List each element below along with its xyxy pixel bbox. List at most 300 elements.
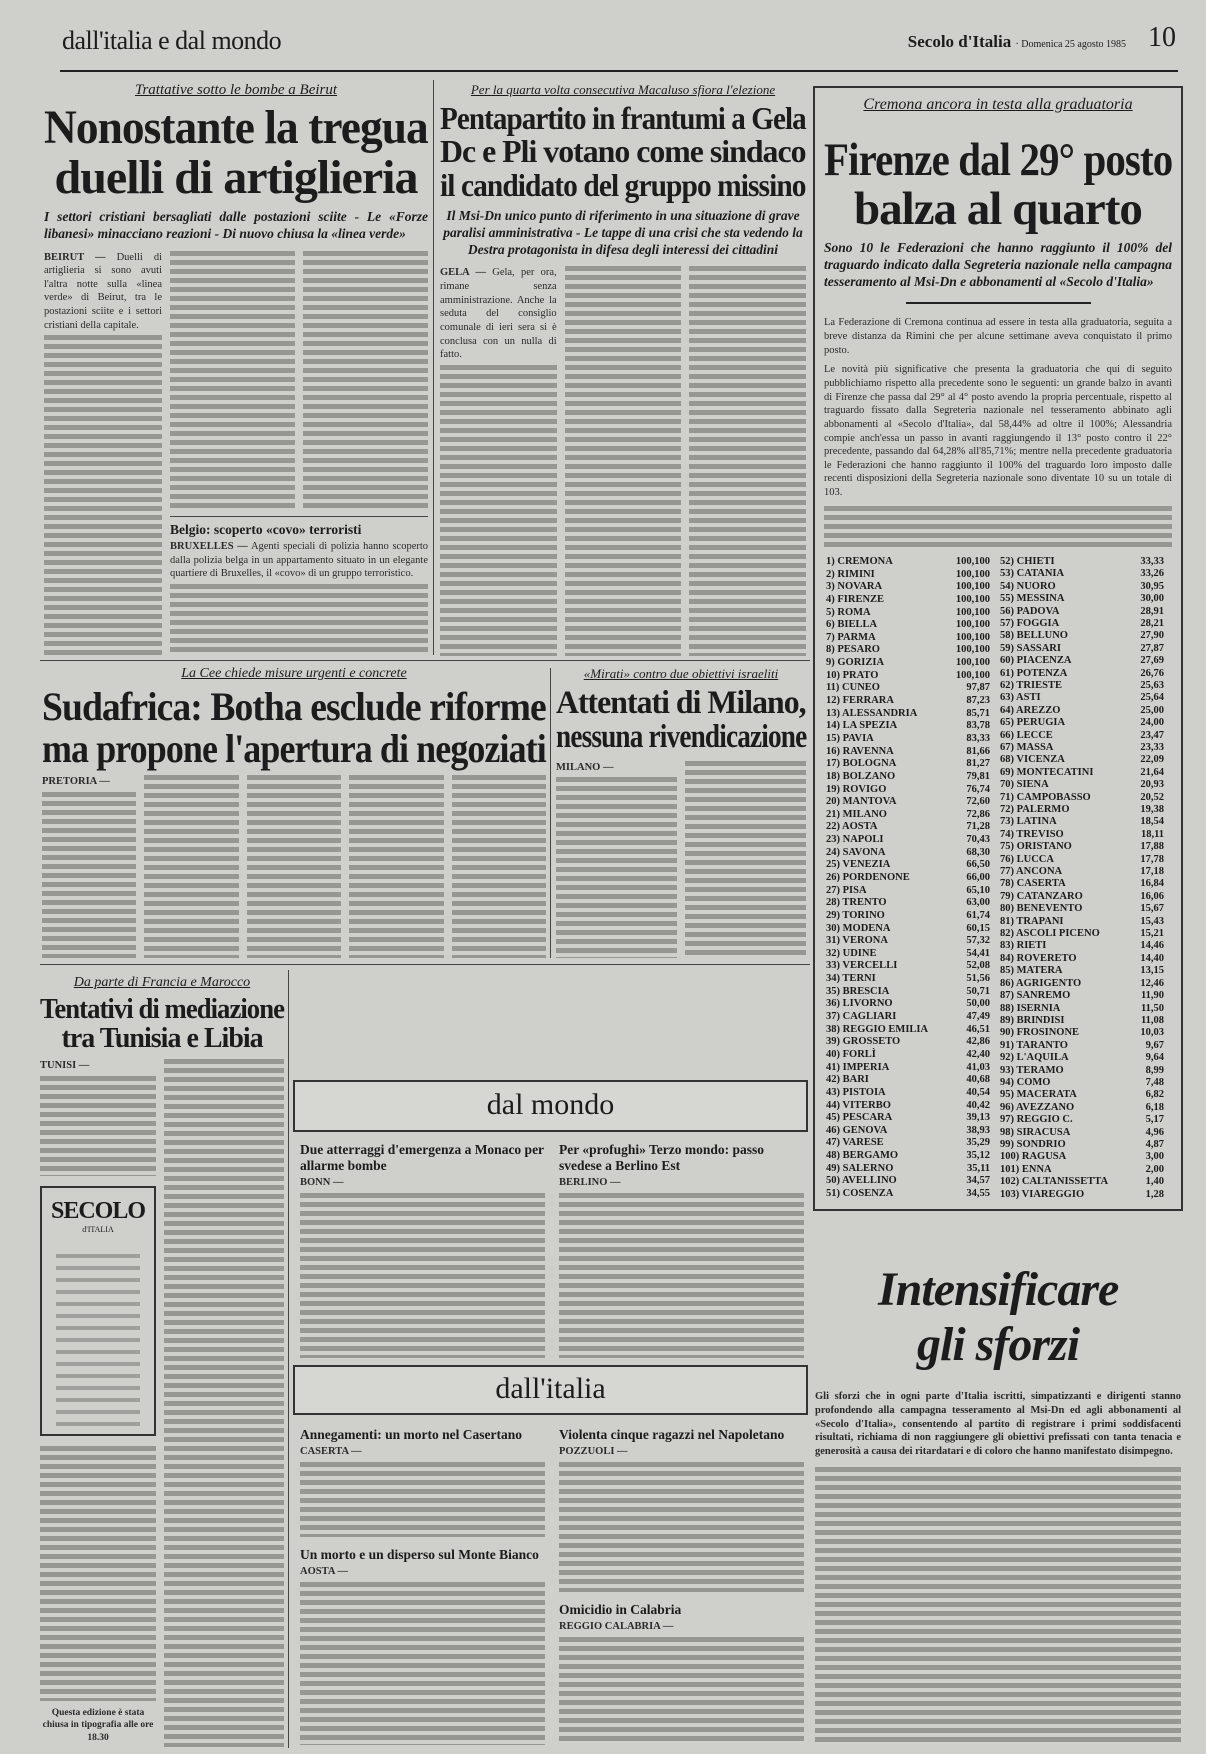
federation-percentage: 97,87 bbox=[966, 682, 990, 694]
federation-name: 93) TERAMO bbox=[1000, 1064, 1064, 1076]
federation-percentage: 7,48 bbox=[1145, 1076, 1164, 1088]
ranking-row bbox=[998, 990, 1172, 1002]
federation-percentage: 1,40 bbox=[1145, 1176, 1164, 1188]
beirut-lead bbox=[44, 251, 162, 333]
federation-percentage: 25,64 bbox=[1140, 692, 1164, 704]
ranking-row bbox=[824, 1049, 998, 1062]
milano-body-text bbox=[685, 761, 806, 958]
federation-name: 15) PAVIA bbox=[826, 732, 874, 744]
ranking-row bbox=[824, 986, 998, 999]
ranking-row bbox=[998, 854, 1172, 866]
federation-percentage: 16,06 bbox=[1140, 890, 1164, 902]
federation-name: 50) AVELLINO bbox=[826, 1175, 897, 1187]
federation-name: 60) PIACENZA bbox=[1000, 655, 1072, 667]
federation-percentage: 70,43 bbox=[966, 834, 990, 846]
federation-name: 90) FROSINONE bbox=[1000, 1027, 1080, 1039]
dateline: BERLINO — bbox=[559, 1177, 621, 1189]
federation-name: 66) LECCE bbox=[1000, 729, 1053, 741]
federation-percentage: 6,82 bbox=[1145, 1089, 1164, 1101]
ranking-row bbox=[998, 630, 1172, 642]
federation-name: 79) CATANZARO bbox=[1000, 890, 1083, 902]
ranking-row bbox=[824, 809, 998, 822]
ranking-row bbox=[998, 1065, 1172, 1077]
federation-percentage: 65,10 bbox=[966, 884, 990, 896]
ranking-row bbox=[824, 960, 998, 973]
headline-line: Tentativi di mediazione bbox=[40, 994, 284, 1025]
milano-dateline bbox=[556, 761, 677, 775]
story-headline: Violenta cinque ragazzi nel Napoletano bbox=[559, 1427, 785, 1442]
federation-name: 80) BENEVENTO bbox=[1000, 903, 1083, 915]
ranking-row bbox=[998, 1139, 1172, 1151]
federation-name: 9) GORIZIA bbox=[826, 657, 885, 669]
ranking-row bbox=[998, 816, 1172, 828]
federation-percentage: 83,78 bbox=[966, 720, 990, 732]
dateline: BEIRUT — bbox=[44, 251, 106, 263]
ranking-table bbox=[824, 556, 1172, 1201]
ranking-row bbox=[824, 670, 998, 683]
federation-name: 86) AGRIGENTO bbox=[1000, 977, 1082, 989]
federation-name: 99) SONDRIO bbox=[1000, 1138, 1066, 1150]
lead-text: Gela, per ora, rimane senza amministrazione. Anche la seduta del consiglio comunale di ieri sera si è conclusa con un nulla di fatto. bbox=[440, 267, 557, 361]
federation-percentage: 100,100 bbox=[955, 593, 990, 605]
federation-name: 30) MODENA bbox=[826, 922, 891, 934]
federation-name: 39) GROSSETO bbox=[826, 1036, 901, 1048]
federation-percentage: 50,71 bbox=[966, 985, 990, 997]
federation-percentage: 23,33 bbox=[1140, 741, 1164, 753]
ranking-row bbox=[998, 730, 1172, 742]
federation-percentage: 34,55 bbox=[966, 1188, 990, 1200]
federation-percentage: 15,67 bbox=[1140, 903, 1164, 915]
gela-subhead: Il Msi-Dn unico punto di riferimento in una situazione di grave paralisi amministrativa - Le tappe di una crisi che sta vedendo la Destra protagonista in difesa degli interessi dei cittadini bbox=[443, 207, 803, 257]
intensificare-body-text bbox=[815, 1467, 1181, 1744]
paper-name-date bbox=[908, 32, 1126, 52]
story-headline: Omicidio in Calabria bbox=[559, 1601, 682, 1617]
dateline: AOSTA — bbox=[300, 1566, 348, 1578]
cremona-paragraph: La Federazione di Cremona continua ad essere in testa alla graduatoria, seguita a breve distanza da Rimini che per alcune settimane aveva conquistato il primo posto. bbox=[824, 317, 1172, 356]
federation-percentage: 22,09 bbox=[1140, 754, 1164, 766]
federation-percentage: 50,00 bbox=[966, 998, 990, 1010]
federation-name: 26) PORDENONE bbox=[826, 872, 910, 883]
federation-percentage: 30,95 bbox=[1140, 580, 1164, 592]
federation-name: 76) LUCCA bbox=[1000, 853, 1054, 865]
ranking-row bbox=[998, 878, 1172, 890]
tunisia-headline bbox=[40, 995, 284, 1053]
federation-name: 27) PISA bbox=[826, 884, 867, 896]
ranking-row bbox=[998, 1003, 1172, 1015]
federation-name: 17) BOLOGNA bbox=[826, 758, 897, 770]
ranking-row bbox=[824, 758, 998, 771]
federation-percentage: 24,00 bbox=[1140, 717, 1164, 729]
headline-line: ma propone l'apertura di negoziati bbox=[42, 725, 546, 771]
federation-percentage: 66,00 bbox=[966, 872, 990, 883]
headline-line: Intensificare bbox=[878, 1263, 1119, 1316]
sudafrica-body-text bbox=[247, 775, 341, 958]
ranking-row bbox=[998, 940, 1172, 952]
ranking-row bbox=[998, 1151, 1172, 1163]
lead-text: Duelli di artiglieria si sono avuti l'altra notte sulla «linea verde» di Beirut, tra le postazioni sciite e i settori cristiani della capitale. bbox=[44, 251, 162, 331]
ranking-row bbox=[998, 1089, 1172, 1101]
federation-percentage: 81,27 bbox=[966, 758, 990, 770]
federation-name: 47) VARESE bbox=[826, 1137, 884, 1149]
federation-percentage: 85,71 bbox=[966, 707, 990, 719]
gela-lead bbox=[440, 266, 557, 361]
federation-percentage: 81,66 bbox=[966, 745, 990, 757]
belgio-headline: Belgio: scoperto «covo» terroristi bbox=[170, 521, 362, 537]
ranking-row bbox=[998, 891, 1172, 903]
ranking-row bbox=[998, 680, 1172, 692]
headline-line: Sudafrica: Botha esclude riforme bbox=[42, 684, 546, 729]
federation-name: 13) ALESSANDRIA bbox=[826, 707, 918, 719]
federation-percentage: 100,100 bbox=[955, 568, 990, 580]
federation-percentage: 23,47 bbox=[1140, 729, 1164, 741]
story-body-text bbox=[559, 1637, 804, 1745]
federation-name: 24) SAVONA bbox=[826, 846, 886, 858]
ranking-row bbox=[824, 973, 998, 986]
tunisia-article bbox=[40, 975, 284, 1747]
ranking-row bbox=[824, 1112, 998, 1125]
dateline: PRETORIA — bbox=[42, 776, 110, 788]
federation-name: 65) PERUGIA bbox=[1000, 717, 1066, 729]
federation-percentage: 16,84 bbox=[1140, 878, 1164, 890]
row-divider bbox=[40, 964, 810, 965]
belgio-box bbox=[170, 516, 428, 656]
federation-name: 8) PESARO bbox=[826, 644, 880, 656]
federation-name: 25) VENEZIA bbox=[826, 859, 891, 871]
federation-name: 42) BARI bbox=[826, 1074, 869, 1086]
gela-kicker: Per la quarta volta consecutiva Macaluso sfiora l'elezione bbox=[470, 82, 776, 97]
tunisia-dateline bbox=[40, 1059, 156, 1073]
sudafrica-body-text bbox=[144, 775, 238, 958]
story-dateline bbox=[559, 1445, 804, 1459]
federation-percentage: 34,57 bbox=[966, 1175, 990, 1187]
dall-italia-section bbox=[293, 1365, 808, 1745]
federation-name: 61) POTENZA bbox=[1000, 667, 1068, 679]
ranking-row bbox=[824, 796, 998, 809]
intensificare-lead: Gli sforzi che in ogni parte d'Italia iscritti, simpatizzanti e dirigenti stanno profondendo alla campagna tesseramento al Msi-Dn ed agli abbonamenti al «Secolo d'Italia», consentendo al partito di registrare i primi soddisfacenti risultati, richiama di non raggiungere gli obiettivi prefissati con tanta tenacia e generosità a causa dei ritardatari e di coloro che hanno manifestato disimpegno. bbox=[815, 1391, 1181, 1457]
federation-percentage: 25,00 bbox=[1140, 704, 1164, 716]
federation-name: 59) SASSARI bbox=[1000, 642, 1061, 654]
cremona-box bbox=[813, 86, 1183, 1211]
federation-name: 72) PALERMO bbox=[1000, 804, 1070, 815]
beirut-body-text bbox=[303, 251, 428, 510]
story-body-text bbox=[300, 1193, 545, 1358]
federation-name: 14) LA SPEZIA bbox=[826, 720, 898, 732]
belgio-lead bbox=[170, 540, 428, 581]
milano-article bbox=[556, 666, 806, 958]
federation-name: 6) BIELLA bbox=[826, 619, 878, 631]
federation-percentage: 47,49 bbox=[966, 1011, 990, 1023]
headline-line: tra Tunisia e Libia bbox=[61, 1023, 263, 1055]
federation-percentage: 42,40 bbox=[966, 1048, 990, 1060]
gela-body-text bbox=[565, 266, 682, 656]
ranking-row bbox=[998, 1176, 1172, 1188]
ranking-row bbox=[998, 916, 1172, 928]
federation-percentage: 66,50 bbox=[966, 859, 990, 871]
ranking-row bbox=[998, 754, 1172, 766]
federation-percentage: 11,90 bbox=[1140, 990, 1164, 1002]
section-header-dall-italia: dall'italia bbox=[293, 1365, 808, 1415]
federation-percentage: 26,76 bbox=[1140, 667, 1164, 679]
federation-percentage: 15,43 bbox=[1140, 915, 1164, 927]
separator bbox=[906, 302, 1091, 304]
gela-body-text bbox=[689, 266, 806, 656]
federation-name: 78) CASERTA bbox=[1000, 878, 1066, 890]
federation-percentage: 25,63 bbox=[1140, 679, 1164, 691]
tunisia-body-text bbox=[40, 1446, 156, 1701]
federation-percentage: 14,46 bbox=[1140, 940, 1164, 952]
ranking-row bbox=[824, 619, 998, 632]
ranking-row bbox=[998, 829, 1172, 841]
federation-percentage: 35,29 bbox=[966, 1137, 990, 1149]
federation-percentage: 30,00 bbox=[1140, 593, 1164, 605]
dateline: MILANO — bbox=[556, 761, 614, 773]
dateline: BONN — bbox=[300, 1177, 344, 1189]
ranking-row bbox=[998, 556, 1172, 568]
story-headline: Un morto e un disperso sul Monte Bianco bbox=[300, 1546, 539, 1562]
ranking-row bbox=[824, 847, 998, 860]
story-dateline bbox=[300, 1565, 545, 1579]
ranking-row bbox=[998, 1189, 1172, 1201]
ranking-row bbox=[998, 1040, 1172, 1052]
federation-name: 81) TRAPANI bbox=[1000, 915, 1064, 927]
federation-name: 89) BRINDISI bbox=[1000, 1014, 1065, 1026]
ranking-row bbox=[998, 717, 1172, 729]
federation-percentage: 39,13 bbox=[966, 1112, 990, 1124]
ranking-row bbox=[824, 910, 998, 923]
federation-percentage: 63,00 bbox=[966, 897, 990, 909]
federation-percentage: 20,52 bbox=[1140, 791, 1164, 803]
column-divider bbox=[433, 80, 434, 655]
federation-name: 49) SALERNO bbox=[826, 1162, 894, 1174]
federation-name: 74) TREVISO bbox=[1000, 828, 1064, 840]
ranking-row bbox=[998, 903, 1172, 915]
story-body-text bbox=[559, 1462, 804, 1592]
ranking-row bbox=[824, 1024, 998, 1037]
ranking-row bbox=[998, 1114, 1172, 1126]
federation-name: 69) MONTECATINI bbox=[1000, 766, 1094, 778]
ranking-row bbox=[998, 804, 1172, 816]
federation-name: 75) ORISTANO bbox=[1000, 841, 1072, 853]
federation-name: 33) VERCELLI bbox=[826, 960, 898, 972]
federation-name: 68) VICENZA bbox=[1000, 754, 1065, 766]
federation-name: 57) FOGGIA bbox=[1000, 617, 1060, 629]
federation-percentage: 100,100 bbox=[955, 606, 990, 618]
ranking-row bbox=[998, 692, 1172, 704]
ranking-row bbox=[824, 834, 998, 847]
ranking-row bbox=[998, 643, 1172, 655]
headline-line: Dc e Pli votano come sindaco bbox=[440, 133, 806, 170]
cremona-kicker: Cremona ancora in testa alla graduatoria bbox=[863, 96, 1133, 113]
federation-percentage: 17,88 bbox=[1140, 841, 1164, 853]
federation-percentage: 100,100 bbox=[955, 631, 990, 643]
ranking-row bbox=[824, 657, 998, 670]
paper-name: Secolo d'Italia bbox=[907, 32, 1012, 51]
ranking-row bbox=[998, 668, 1172, 680]
ranking-row bbox=[824, 682, 998, 695]
federation-name: 83) RIETI bbox=[1000, 940, 1047, 952]
federation-name: 45) PESCARA bbox=[826, 1112, 893, 1124]
ranking-row bbox=[998, 593, 1172, 605]
ranking-row bbox=[824, 1099, 998, 1112]
masthead-box bbox=[40, 1186, 156, 1436]
federation-percentage: 15,21 bbox=[1140, 928, 1164, 940]
federation-name: 70) SIENA bbox=[1000, 779, 1049, 791]
sudafrica-dateline bbox=[42, 775, 136, 789]
ranking-row bbox=[824, 1137, 998, 1150]
federation-name: 44) VITERBO bbox=[826, 1099, 891, 1111]
story-headline: Annegamenti: un morto nel Casertano bbox=[300, 1427, 522, 1442]
ranking-row bbox=[998, 618, 1172, 630]
headline-line: nessuna rivendicazione bbox=[556, 719, 807, 756]
ranking-row bbox=[998, 606, 1172, 618]
federation-name: 95) MACERATA bbox=[1000, 1089, 1077, 1101]
federation-name: 38) REGGIO EMILIA bbox=[826, 1023, 929, 1035]
federation-percentage: 83,33 bbox=[966, 732, 990, 744]
ranking-row bbox=[824, 1011, 998, 1024]
sudafrica-body-text bbox=[349, 775, 443, 958]
federation-name: 10) PRATO bbox=[826, 669, 879, 681]
tunisia-body-text bbox=[40, 1076, 156, 1176]
ranking-row bbox=[824, 1163, 998, 1176]
federation-name: 4) FIRENZE bbox=[826, 593, 885, 605]
sudafrica-article bbox=[42, 666, 546, 958]
ranking-table-right bbox=[998, 556, 1172, 1201]
federation-percentage: 33,33 bbox=[1140, 555, 1164, 567]
dateline: CASERTA — bbox=[300, 1446, 362, 1458]
tunisia-kicker: Da parte di Francia e Marocco bbox=[73, 975, 251, 990]
federation-name: 71) CAMPOBASSO bbox=[1000, 791, 1091, 803]
federation-name: 98) SIRACUSA bbox=[1000, 1126, 1071, 1138]
ranking-row bbox=[998, 655, 1172, 667]
federation-name: 77) ANCONA bbox=[1000, 866, 1063, 878]
federation-percentage: 87,23 bbox=[966, 695, 990, 707]
federation-percentage: 33,26 bbox=[1140, 568, 1164, 580]
federation-percentage: 27,90 bbox=[1140, 630, 1164, 642]
federation-name: 52) CHIETI bbox=[1000, 555, 1055, 567]
cremona-paragraph: Le novità più significative che presenta la graduatoria che qui di seguito pubblichiamo rispetto alla precedente sono le seguenti: un grande balzo in avanti di Firenze che passa dal 29° al 4° posto avendo la propria percentuale, rispetto al traguardo fissato dalla Segreteria nazionale nel tesseramento abbinato agli abbonamenti al «Secolo d'Italia», dal 58,44% ad oltre il 100%; Alessandria compie anch'essa un passo in avanti raggiungendo il 13° posto contro il 22° precedente, passando dal 64,28% all'85,71%; mentre nella precedente graduatoria le Federazioni che hanno raggiunto il 100% del traguardo loro imposto dalle recenti disposizioni della Segreteria nazionale sono diventate 10 su un totale di 103. bbox=[824, 364, 1172, 499]
ranking-row bbox=[824, 885, 998, 898]
issue-date: · Domenica 25 agosto 1985 bbox=[1015, 39, 1126, 50]
row-divider bbox=[40, 660, 810, 661]
federation-name: 22) AOSTA bbox=[826, 821, 878, 833]
beirut-headline bbox=[44, 103, 428, 203]
federation-name: 34) TERNI bbox=[826, 973, 876, 985]
ranking-row bbox=[998, 568, 1172, 580]
ranking-row bbox=[824, 859, 998, 872]
ranking-row bbox=[998, 705, 1172, 717]
belgio-body-text bbox=[170, 584, 428, 656]
federation-name: 101) ENNA bbox=[1000, 1163, 1052, 1175]
federation-name: 20) MANTOVA bbox=[826, 796, 897, 808]
cremona-headline bbox=[824, 136, 1172, 234]
ranking-row bbox=[998, 978, 1172, 990]
federation-percentage: 100,100 bbox=[955, 669, 990, 681]
ranking-row bbox=[998, 779, 1172, 791]
ranking-row bbox=[824, 922, 998, 935]
ranking-row bbox=[824, 1087, 998, 1100]
ranking-row bbox=[824, 581, 998, 594]
federation-name: 67) MASSA bbox=[1000, 741, 1054, 753]
dateline: BRUXELLES — bbox=[170, 541, 248, 553]
gela-body-text bbox=[440, 365, 557, 656]
column-divider bbox=[550, 668, 551, 958]
federation-name: 40) FORLÌ bbox=[826, 1048, 876, 1060]
federation-percentage: 100,100 bbox=[955, 555, 990, 567]
federation-percentage: 60,15 bbox=[966, 922, 990, 934]
ranking-row bbox=[824, 1062, 998, 1075]
federation-percentage: 79,81 bbox=[966, 770, 990, 782]
federation-name: 48) BERGAMO bbox=[826, 1150, 899, 1162]
federation-name: 94) COMO bbox=[1000, 1076, 1051, 1088]
federation-percentage: 72,60 bbox=[966, 796, 990, 808]
federation-percentage: 10,03 bbox=[1140, 1027, 1164, 1039]
beirut-subhead: I settori cristiani bersagliati dalle postazioni sciite - Le «Forze libanesi» minacciano reazioni - Di nuovo chiusa la «linea verde» bbox=[44, 208, 428, 241]
federation-percentage: 100,100 bbox=[955, 581, 990, 593]
federation-name: 64) AREZZO bbox=[1000, 704, 1061, 716]
federation-name: 92) L'AQUILA bbox=[1000, 1052, 1069, 1064]
ranking-row bbox=[824, 998, 998, 1011]
lead-text: Agenti speciali di polizia hanno scoperto dalla polizia belga in un appartamento situato in un elegante quartiere di Bruxelles, il «covo» di un gruppo terroristico. bbox=[170, 541, 429, 580]
federation-name: 58) BELLUNO bbox=[1000, 630, 1068, 642]
headline-line: duelli di artiglieria bbox=[54, 150, 418, 204]
sudafrica-headline bbox=[42, 686, 546, 769]
federation-percentage: 100,100 bbox=[955, 657, 990, 669]
ranking-row bbox=[824, 1175, 998, 1188]
story-headline: Due atterraggi d'emergenza a Monaco per allarme bombe bbox=[300, 1142, 544, 1174]
federation-percentage: 100,100 bbox=[955, 619, 990, 631]
page-number: 10 bbox=[1148, 22, 1176, 53]
closing-note: Questa edizione è stata chiusa in tipografia alle ore 18.30 bbox=[42, 1707, 154, 1743]
headline-line: Attentati di Milano, bbox=[556, 685, 806, 721]
federation-name: 12) FERRARA bbox=[826, 695, 894, 707]
federation-name: 5) ROMA bbox=[826, 606, 871, 618]
federation-name: 53) CATANIA bbox=[1000, 568, 1065, 580]
federation-percentage: 18,54 bbox=[1140, 816, 1164, 828]
federation-percentage: 20,93 bbox=[1140, 779, 1164, 791]
federation-percentage: 1,28 bbox=[1145, 1188, 1164, 1200]
federation-name: 16) RAVENNA bbox=[826, 745, 894, 757]
ranking-row bbox=[824, 745, 998, 758]
federation-percentage: 52,08 bbox=[966, 960, 990, 972]
federation-name: 55) MESSINA bbox=[1000, 593, 1065, 605]
sudafrica-body-text bbox=[452, 775, 546, 958]
federation-percentage: 18,11 bbox=[1140, 828, 1164, 840]
header-rule bbox=[60, 70, 1178, 72]
federation-name: 18) BOLZANO bbox=[826, 770, 896, 782]
milano-kicker: «Mirati» contro due obiettivi israeliti bbox=[583, 666, 779, 681]
federation-name: 19) ROVIGO bbox=[826, 783, 887, 795]
federation-percentage: 19,38 bbox=[1140, 804, 1164, 815]
federation-name: 56) PADOVA bbox=[1000, 605, 1060, 617]
federation-percentage: 40,68 bbox=[966, 1074, 990, 1086]
federation-name: 85) MATERA bbox=[1000, 965, 1063, 977]
sudafrica-kicker: La Cee chiede misure urgenti e concrete bbox=[181, 666, 407, 681]
federation-name: 91) TARANTO bbox=[1000, 1039, 1068, 1051]
ranking-row bbox=[824, 708, 998, 721]
federation-percentage: 72,86 bbox=[966, 808, 990, 820]
ranking-row bbox=[998, 1052, 1172, 1064]
dateline: TUNISI — bbox=[40, 1060, 90, 1072]
ranking-row bbox=[998, 953, 1172, 965]
tunisia-body-text bbox=[164, 1059, 284, 1747]
cremona-body-text bbox=[824, 506, 1172, 548]
federation-name: 100) RAGUSA bbox=[1000, 1151, 1067, 1163]
federation-percentage: 40,42 bbox=[966, 1099, 990, 1111]
federation-percentage: 41,03 bbox=[966, 1061, 990, 1073]
ranking-row bbox=[998, 767, 1172, 779]
federation-name: 54) NUORO bbox=[1000, 580, 1056, 592]
federation-percentage: 9,67 bbox=[1145, 1039, 1164, 1051]
